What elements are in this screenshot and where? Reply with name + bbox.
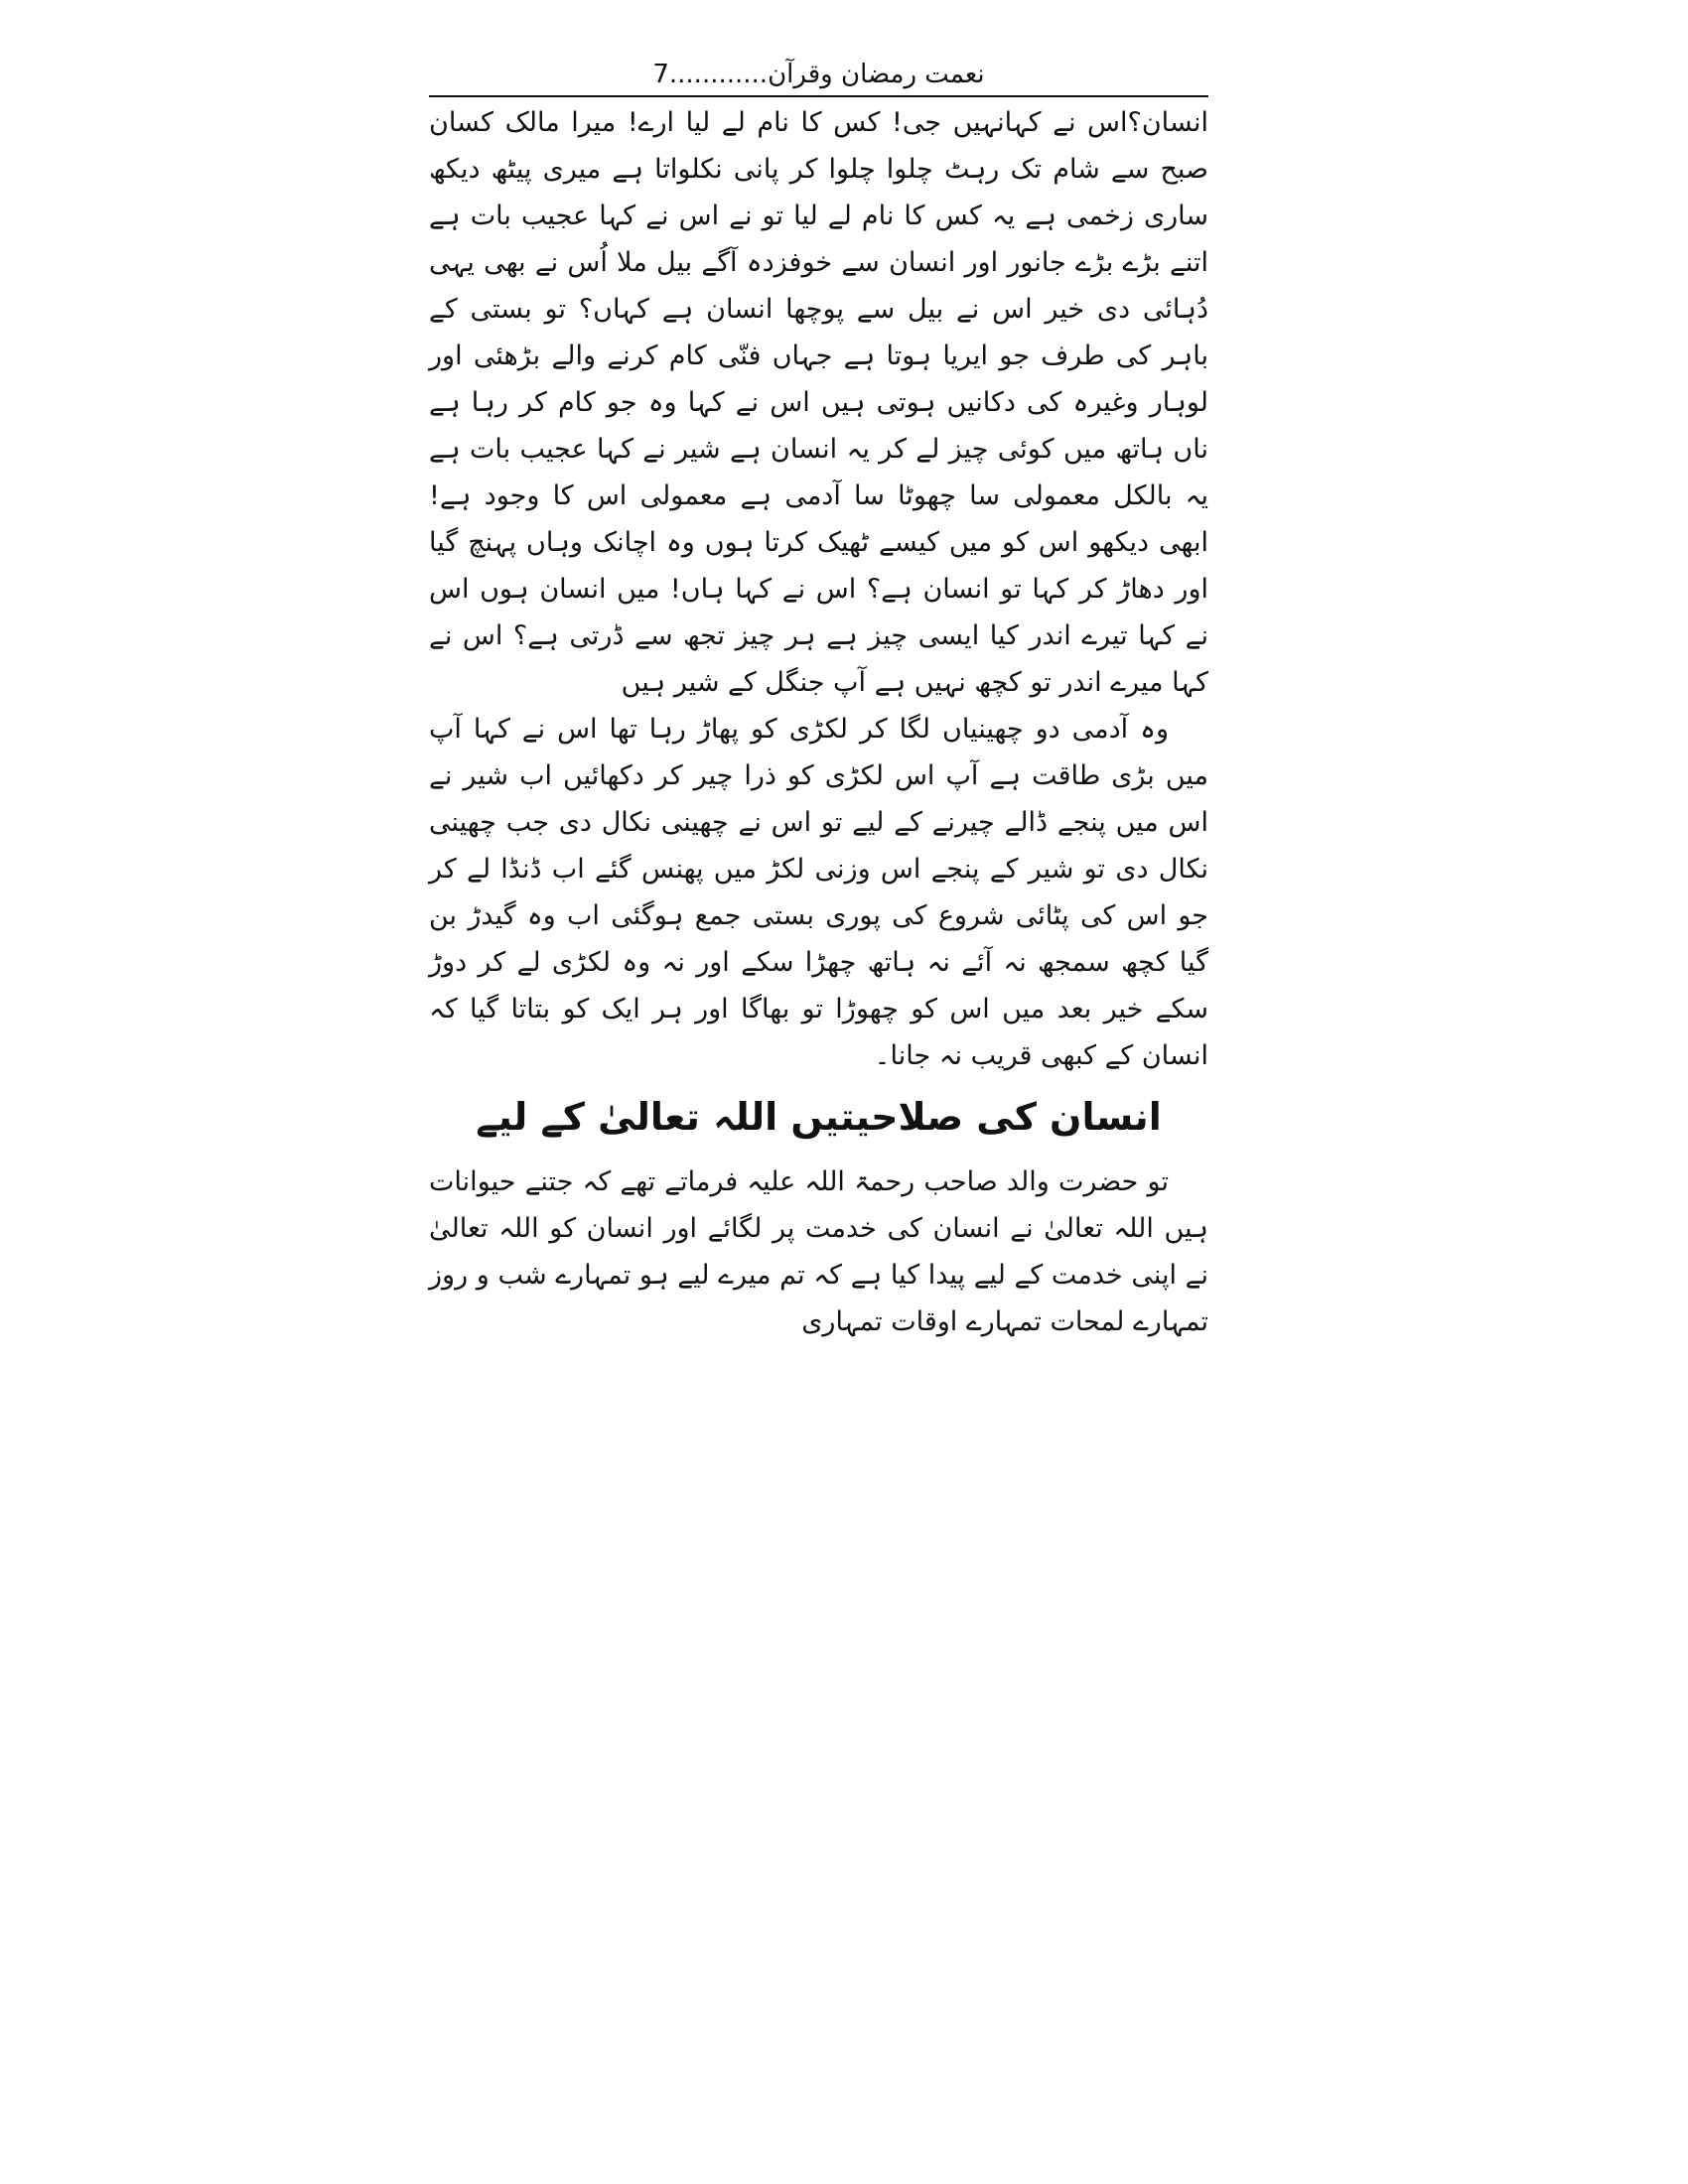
page-header-title: نعمت رمضان وقرآن............7 [652, 60, 985, 89]
header-divider [429, 95, 1208, 97]
body-text [429, 99, 1208, 1345]
page-header [429, 50, 1208, 99]
section-heading: انسان کی صلاحیتیں اللہ تعالیٰ کے لیے [476, 1095, 1162, 1139]
paragraph: تو حضرت والد صاحب رحمۃ اللہ علیہ فرماتے تھے کہ جتنے حیوانات ہیں اللہ تعالیٰ نے انسان کی خدمت پر لگائے اور انسان کو اللہ تعالیٰ نے اپنی خدمت کے لیے پیدا کیا ہے کہ تم میرے لیے ہو تمہارے شب و روز تمہارے لمحات تمہارے اوقات تمہاری [429, 1166, 1208, 1337]
paragraph: انسان؟اس نے کہانہیں جی! کس کا نام لے لیا ارے! میرا مالک کسان صبح سے شام تک رہٹ چلوا چلوا کر پانی نکلواتا ہے میری پیٹھ دیکھ ساری زخمی ہے یہ کس کا نام لے لیا تو نے اس نے کہا عجیب بات ہے اتنے بڑے بڑے جانور اور انسان سے خوفزدہ آگے بیل ملا اُس نے بھی یہی دُہائی دی خیر اس نے بیل سے پوچھا انسان ہے کہاں؟ تو بستی کے باہر کی طرف جو ایریا ہوتا ہے جہاں فنّی کام کرنے والے بڑھئی اور لوہار وغیرہ کی دکانیں ہوتی ہیں اس نے کہا وہ جو کام کر رہا ہے ناں ہاتھ میں کوئی چیز لے کر یہ انسان ہے شیر نے کہا عجیب بات ہے یہ بالکل معمولی سا چھوٹا سا آدمی ہے معمولی اس کا وجود ہے! ابھی دیکھو اس کو میں کیسے ٹھیک کرتا ہوں وہ اچانک وہاں پہنچ گیا اور دھاڑ کر کہا تو انسان ہے؟ اس نے کہا ہاں! میں انسان ہوں اس نے کہا تیرے اندر کیا ایسی چیز ہے ہر چیز تجھ سے ڈرتی ہے؟ اس نے کہا میرے اندر تو کچھ نہیں ہے آپ جنگل کے شیر ہیں [429, 107, 1208, 698]
paragraph: وہ آدمی دو چھینیاں لگا کر لکڑی کو پھاڑ رہا تھا اس نے کہا آپ میں بڑی طاقت ہے آپ اس لکڑی کو ذرا چیر کر دکھائیں اب شیر نے اس میں پنجے ڈالے چیرنے کے لیے تو اس نے چھینی نکال دی جب چھینی نکال دی تو شیر کے پنجے اس وزنی لکڑ میں پھنس گئے اب ڈنڈا لے کر جو اس کی پٹائی شروع کی پوری بستی جمع ہوگئی اب وہ گیدڑ بن گیا کچھ سمجھ نہ آئے نہ ہاتھ چھڑا سکے اور نہ وہ لکڑی لے کر دوڑ سکے خیر بعد میں اس کو چھوڑا تو بھاگا اور ہر ایک کو بتاتا گیا کہ انسان کے کبھی قریب نہ جانا۔ [429, 714, 1208, 1071]
